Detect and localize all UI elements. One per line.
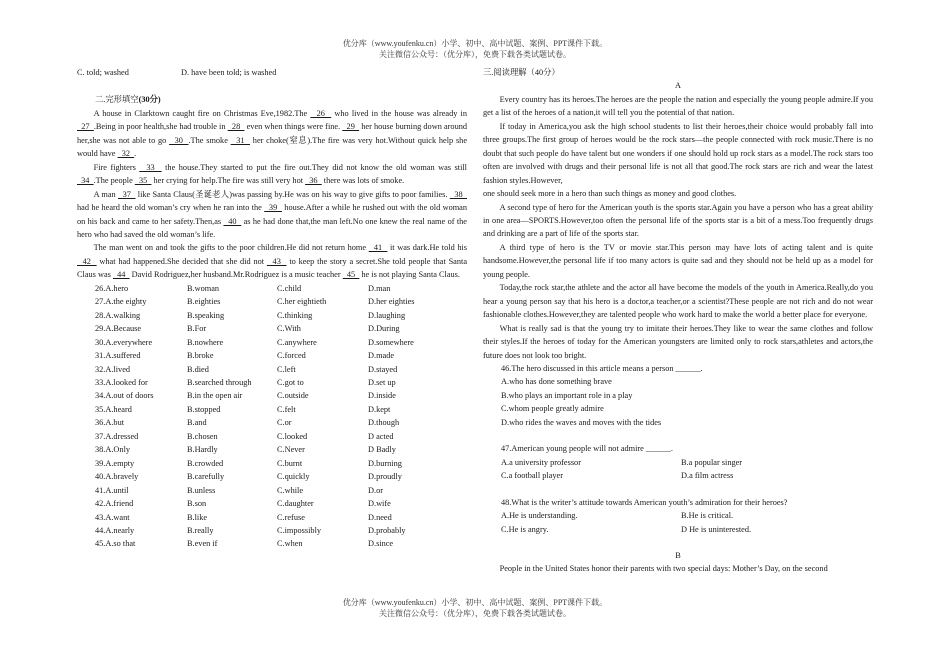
question-stem: 47.American young people will not admire ______. <box>501 444 673 454</box>
choice-option: 32.A.lived <box>95 364 131 374</box>
choice-row <box>77 470 467 483</box>
reading-section-title: 三.阅读理解（40分） <box>483 68 560 77</box>
option-d: D. have been told; is washed <box>181 68 277 77</box>
choice-option: C.looked <box>277 431 308 441</box>
blank: 33 <box>139 162 162 172</box>
blank: 36 <box>305 176 322 186</box>
blank: 40 <box>223 216 242 226</box>
choice-option: 37.A.dressed <box>95 431 139 441</box>
cloze-choices <box>77 282 467 551</box>
choice-option: C.anywhere <box>277 337 317 347</box>
page-header <box>0 38 950 60</box>
blank: 38 <box>449 189 468 199</box>
choice-option: C.Never <box>277 445 305 455</box>
choice-option: B.like <box>187 512 208 522</box>
choice-option: B.For <box>187 324 207 334</box>
choice-option: C.when <box>277 539 303 549</box>
answer-option: B.who plays an important role in a play <box>501 390 633 400</box>
blank: 30 <box>169 135 189 145</box>
choice-option: C.felt <box>277 404 296 414</box>
header-line-1: 优分库（www.youfenku.cn）小学、初中、高中试题、案例、PPT课件下载。 <box>342 39 608 48</box>
option-c: C. told; washed <box>77 68 129 77</box>
choice-option: D.made <box>368 351 395 361</box>
choice-option: 30.A.everywhere <box>95 337 153 347</box>
choice-option: D.During <box>368 324 400 334</box>
blank: 26 <box>310 108 332 118</box>
blank: 27 <box>77 122 94 132</box>
answer-option: D He is uninterested. <box>681 524 752 534</box>
choice-option: B.stopped <box>187 404 221 414</box>
choice-option: 26.A.hero <box>95 283 129 293</box>
footer-line-2: 关注微信公众号：（优分库），免费下载各类试题试卷。 <box>379 609 571 618</box>
choice-option: C.child <box>277 283 302 293</box>
choice-option: C.outside <box>277 391 309 401</box>
choice-option: 35.A.heard <box>95 404 132 414</box>
answer-option: C.a football player <box>501 471 563 481</box>
answer-option: A.a university professor <box>501 457 581 467</box>
choice-option: C.her eightieth <box>277 297 327 307</box>
blank: 44 <box>112 270 130 280</box>
blank: 42 <box>77 256 97 266</box>
choice-option: D.wife <box>368 499 391 509</box>
choice-option: D.her eighties <box>368 297 415 307</box>
blank: 37 <box>118 189 136 199</box>
choice-row <box>77 349 467 362</box>
choice-option: C.while <box>277 485 304 495</box>
choice-option: C.burnt <box>277 458 303 468</box>
choice-option: C.left <box>277 364 296 374</box>
choice-row <box>77 322 467 335</box>
choice-option: B.really <box>187 525 214 535</box>
choice-row <box>77 282 467 295</box>
choice-option: C.impossibly <box>277 525 322 535</box>
page-footer <box>0 597 950 619</box>
answer-option: C.whom people greatly admire <box>501 404 604 414</box>
choice-row <box>77 443 467 456</box>
passage-b-paragraph: People in the United States honor their parents with two special days: Mother’s Day, on the second <box>499 564 828 574</box>
choice-option: D Badly <box>368 445 396 455</box>
choice-option: 39.A.empty <box>95 458 135 468</box>
choice-option: 36.A.but <box>95 418 125 428</box>
choice-option: D.stayed <box>368 364 398 374</box>
question-stem: 48.What is the writer’s attitude towards American youth’s admiration for their heroes? <box>501 497 788 507</box>
choice-option: D.somewhere <box>368 337 414 347</box>
answer-option: B.a popular singer <box>681 457 743 467</box>
choice-option: D.inside <box>368 391 396 401</box>
answer-option: C.He is angry. <box>501 524 549 534</box>
choice-option: B.broke <box>187 351 214 361</box>
blank: 39 <box>264 203 282 213</box>
choice-option: B.crowded <box>187 458 224 468</box>
blank: 45 <box>342 270 360 280</box>
choice-row <box>77 416 467 429</box>
choice-option: 34.A.out of doors <box>95 391 154 401</box>
passage-a-paragraph: Today,the rock star,the athlete and the actor all have become the models of the youth in America.Really,do you hear a young person say that his hero is a doctor,a teacher,or a scientist?These people are not rich and do not wear fashionable clothes.However,they are talented people who work hard to make the world a better place for everyone. <box>483 283 873 320</box>
choice-option: 33.A.looked for <box>95 377 148 387</box>
cloze-paragraph-3: A man 37 like Santa Claus(圣诞老人)was passing by.He was on his way to give gifts to poor families. 38 had he heard the old woman’s cry when he ran into the 39 house.After a while he rushed out with the old woman on his back and came to her safety.Then,as 40 as he had done that,the man left.No one knew the real name of the hero who had saved the old woman’s life. <box>77 189 468 239</box>
choice-option: B.eighties <box>187 297 221 307</box>
previous-question-options <box>77 66 467 79</box>
choice-option: D.probably <box>368 525 406 535</box>
blank: 32 <box>117 149 135 159</box>
choice-option: B.woman <box>187 283 220 293</box>
blank: 43 <box>266 256 287 266</box>
choice-option: C.got to <box>277 377 304 387</box>
choice-option: 27.A.the eighty <box>95 297 147 307</box>
passage-a-label: A <box>675 81 681 91</box>
choice-option: D.set up <box>368 377 396 387</box>
question-47 <box>501 442 873 482</box>
blank: 31 <box>230 135 251 145</box>
choice-option: B.and <box>187 418 207 428</box>
passage-b-label: B <box>675 550 681 560</box>
choice-option: 43.A.want <box>95 512 130 522</box>
choice-row <box>77 376 467 389</box>
answer-option: A.who has done something brave <box>501 377 612 387</box>
choice-option: D acted <box>368 431 394 441</box>
blank: 28 <box>227 122 245 132</box>
choice-option: C.thinking <box>277 310 313 320</box>
answer-option: B.He is critical. <box>681 511 734 521</box>
choice-option: D.since <box>368 539 394 549</box>
choice-row <box>77 497 467 510</box>
cloze-paragraph-4: The man went on and took the gifts to the poor children.He did not return home 41 it was dark.He told his 42 what had happened.She decided that she did not 43 to keep the story a secret.She told people that Santa Claus was 44 David Rodriguez,her husband.Mr.Rodriguez is a music teacher 45 he is not playing Santa Claus. <box>77 243 468 280</box>
choice-option: D.though <box>368 418 400 428</box>
choice-option: C.forced <box>277 351 306 361</box>
choice-row <box>77 484 467 497</box>
right-column <box>483 66 873 576</box>
choice-option: D.burning <box>368 458 402 468</box>
choice-option: D.need <box>368 512 392 522</box>
choice-option: C.or <box>277 418 292 428</box>
choice-option: 44.A.nearly <box>95 525 135 535</box>
choice-option: D.kept <box>368 404 391 414</box>
footer-line-1: 优分库（www.youfenku.cn）小学、初中、高中试题、案例、PPT课件下载。 <box>342 598 608 607</box>
choice-option: 31.A.suffered <box>95 351 141 361</box>
choice-option: B.unless <box>187 485 216 495</box>
answer-option: D.who rides the waves and moves with the tides <box>501 417 662 427</box>
choice-option: 29.A.Because <box>95 324 142 334</box>
choice-option: 38.A.Only <box>95 445 131 455</box>
choice-option: D.or <box>368 485 383 495</box>
choice-row <box>77 511 467 524</box>
choice-option: B.carefully <box>187 472 225 482</box>
choice-row <box>77 363 467 376</box>
cloze-paragraph-2: Fire fighters 33 the house.They started to put the fire out.They did not know the old woman was still 34 .The people 35 her crying for help.The fire was still very hot 36 there was lots of smoke. <box>77 162 467 186</box>
blank: 34 <box>77 176 94 186</box>
choice-option: B.in the open air <box>187 391 243 401</box>
choice-option: B.son <box>187 499 207 509</box>
choice-option: C.With <box>277 324 301 334</box>
choice-option: B.chosen <box>187 431 218 441</box>
choice-option: B.nowhere <box>187 337 224 347</box>
choice-option: D.laughing <box>368 310 406 320</box>
question-stem: 46.The hero discussed in this article means a person ______. <box>501 363 703 373</box>
choice-option: 45.A.so that <box>95 539 136 549</box>
choice-option: D.man <box>368 283 391 293</box>
answer-option: D.a film actress <box>681 471 734 481</box>
choice-option: 40.A.bravely <box>95 472 139 482</box>
passage-a-paragraph: If today in America,you ask the high school students to list their heroes,their choice would probably fall into three groups.The first group of heroes would be the rock stars—the people connected with rock music.There is no doubt that such people do have talent but one wonders if one should hold up rock stars as a model.The rock stars too often are involved with drugs and their personal life is not all that good.The rock stars are rich and wear the latest fashion styles.However, <box>483 121 873 185</box>
choice-option: B.searched through <box>187 377 252 387</box>
choice-option: C.daughter <box>277 499 314 509</box>
choice-row <box>77 537 467 550</box>
passage-a-paragraph: one should seek more in a hero than such things as money and good clothes. <box>483 189 737 199</box>
blank: 29 <box>342 122 360 132</box>
choice-option: B.speaking <box>187 310 225 320</box>
question-48 <box>501 496 873 536</box>
choice-row <box>77 309 467 322</box>
choice-option: 28.A.walking <box>95 310 141 320</box>
choice-option: B.Hardly <box>187 445 218 455</box>
choice-option: D.proudly <box>368 472 402 482</box>
passage-a-paragraph: Every country has its heroes.The heroes are the people the nation and especially the young people admire.If you get a list of the heroes of a nation,it will tell you the potential of that nation. <box>483 94 873 118</box>
choice-row <box>77 336 467 349</box>
choice-option: C.quickly <box>277 472 310 482</box>
blank: 35 <box>134 176 152 186</box>
passage-a-paragraph: What is really sad is that the young try to imitate their heroes.They like to wear the same clothes and follow their styles.If the heroes of today for the American youngsters are limited only to rock stars,athletes and actors,the future does not look too bright. <box>483 323 873 360</box>
answer-option: A.He is understanding. <box>501 511 578 521</box>
choice-option: B.even if <box>187 539 218 549</box>
question-46 <box>501 362 873 429</box>
choice-option: 41.A.until <box>95 485 129 495</box>
choice-row <box>77 389 467 402</box>
choice-option: C.refuse <box>277 512 305 522</box>
choice-row <box>77 295 467 308</box>
choice-row <box>77 457 467 470</box>
cloze-paragraph-1: A house in Clarktown caught fire on Christmas Eve,1982.The 26 who lived in the house was already in 27 .Being in poor health,she had trouble in 28 even when things were fine. 29 her house burning down around her,she was not able to go 30 .The smoke 31 her choke(窒息).The fire was very hot.Without quick help she would have 32 . <box>77 108 468 159</box>
choice-row <box>77 524 467 537</box>
header-line-2: 关注微信公众号：（优分库），免费下载各类试题试卷。 <box>379 50 571 59</box>
choice-option: B.died <box>187 364 209 374</box>
cloze-section-title: 二.完形填空(30分) <box>95 95 161 105</box>
left-column <box>77 66 467 551</box>
passage-a-paragraph: A second type of hero for the American youth is the sports star.Again you have a person who has a great ability in one area—SPORTS.However,too often the personal life of the sports star is a bit of a mess.Too frequently drugs and drinking are a part of life of the sports star. <box>483 202 873 239</box>
choice-option: 42.A.friend <box>95 499 134 509</box>
choice-row <box>77 430 467 443</box>
passage-a-paragraph: A third type of hero is the TV or movie star.This person may have lots of acting talent and is quite handsome.However,the personal life if too many actors is quite sad and they should not be held up as a model for young people. <box>483 242 873 279</box>
blank: 41 <box>368 243 388 253</box>
choice-row <box>77 403 467 416</box>
